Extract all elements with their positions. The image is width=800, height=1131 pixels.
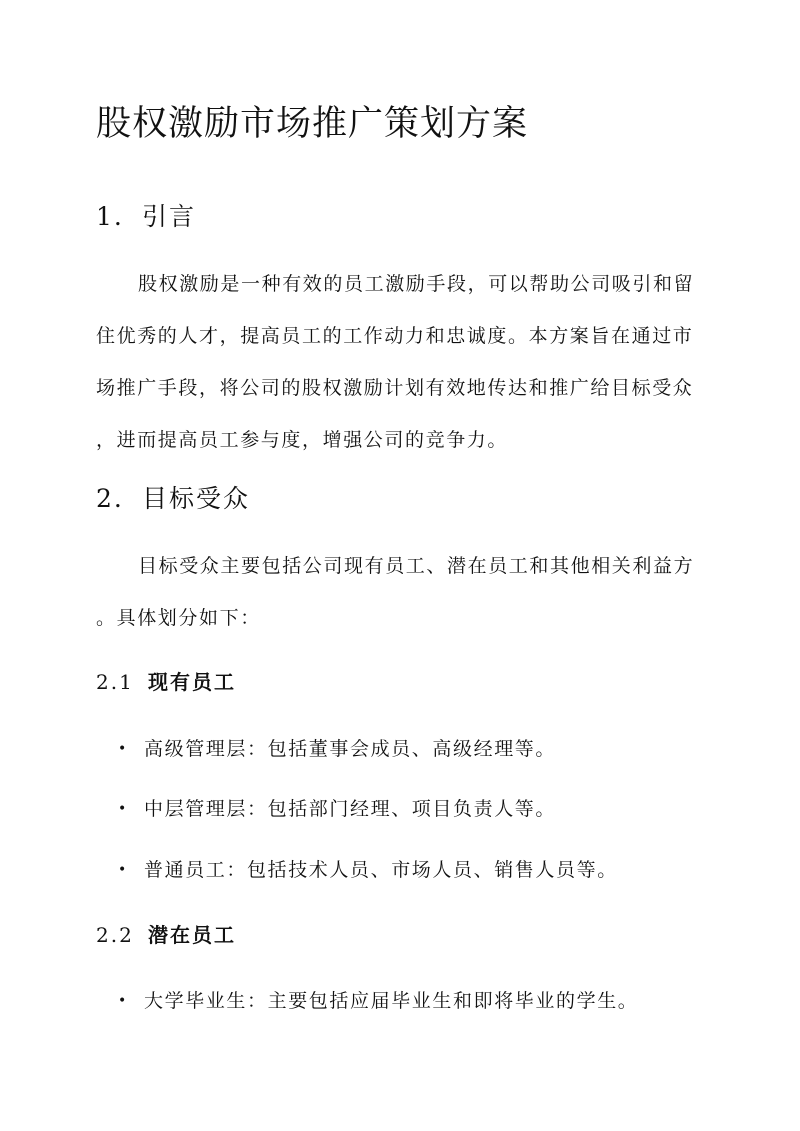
list-item-text: 大学毕业生：主要包括应届毕业生和即将毕业的学生。 bbox=[144, 990, 639, 1012]
section-title: 引言 bbox=[142, 202, 197, 231]
subsection-number: 2.2 bbox=[96, 923, 134, 947]
section-heading-target-audience bbox=[96, 479, 250, 515]
bullet-icon: • bbox=[118, 741, 128, 757]
target-audience-paragraph bbox=[96, 540, 702, 644]
paragraph-line: 场推广手段，将公司的股权激励计划有效地传达和推广给目标受众 bbox=[96, 377, 694, 399]
section-title: 目标受众 bbox=[142, 484, 251, 513]
list-item bbox=[118, 855, 618, 882]
list-item bbox=[118, 734, 556, 761]
section-number: 1. bbox=[96, 202, 124, 231]
list-item bbox=[118, 986, 638, 1013]
bullet-icon: • bbox=[118, 993, 128, 1009]
paragraph-line: 目标受众主要包括公司现有员工、潜在员工和其他相关利益方 bbox=[138, 555, 695, 577]
subsection-title: 潜在员工 bbox=[148, 923, 236, 947]
bullet-icon: • bbox=[118, 801, 128, 817]
subsection-title: 现有员工 bbox=[148, 670, 236, 694]
paragraph-line: ，进而提高员工参与度，增强公司的竞争力。 bbox=[96, 429, 509, 451]
introduction-paragraph bbox=[96, 258, 702, 466]
list-item-text: 中层管理层：包括部门经理、项目负责人等。 bbox=[144, 798, 557, 820]
list-item-text: 普通员工：包括技术人员、市场人员、销售人员等。 bbox=[144, 859, 618, 881]
list-item bbox=[118, 794, 556, 821]
subsection-number: 2.1 bbox=[96, 670, 134, 694]
section-heading-introduction bbox=[96, 197, 196, 233]
paragraph-line: 住优秀的人才，提高员工的工作动力和忠诚度。本方案旨在通过市 bbox=[96, 325, 694, 347]
bullet-icon: • bbox=[118, 862, 128, 878]
subsection-heading-potential-employees bbox=[96, 919, 236, 948]
paragraph-line: 。具体划分如下： bbox=[96, 607, 261, 629]
section-number: 2. bbox=[96, 484, 124, 513]
subsection-heading-current-employees bbox=[96, 666, 236, 695]
paragraph-line: 股权激励是一种有效的员工激励手段，可以帮助公司吸引和留 bbox=[138, 273, 695, 295]
document-title: 股权激励市场推广策划方案 bbox=[96, 104, 529, 144]
list-item-text: 高级管理层：包括董事会成员、高级经理等。 bbox=[144, 738, 557, 760]
